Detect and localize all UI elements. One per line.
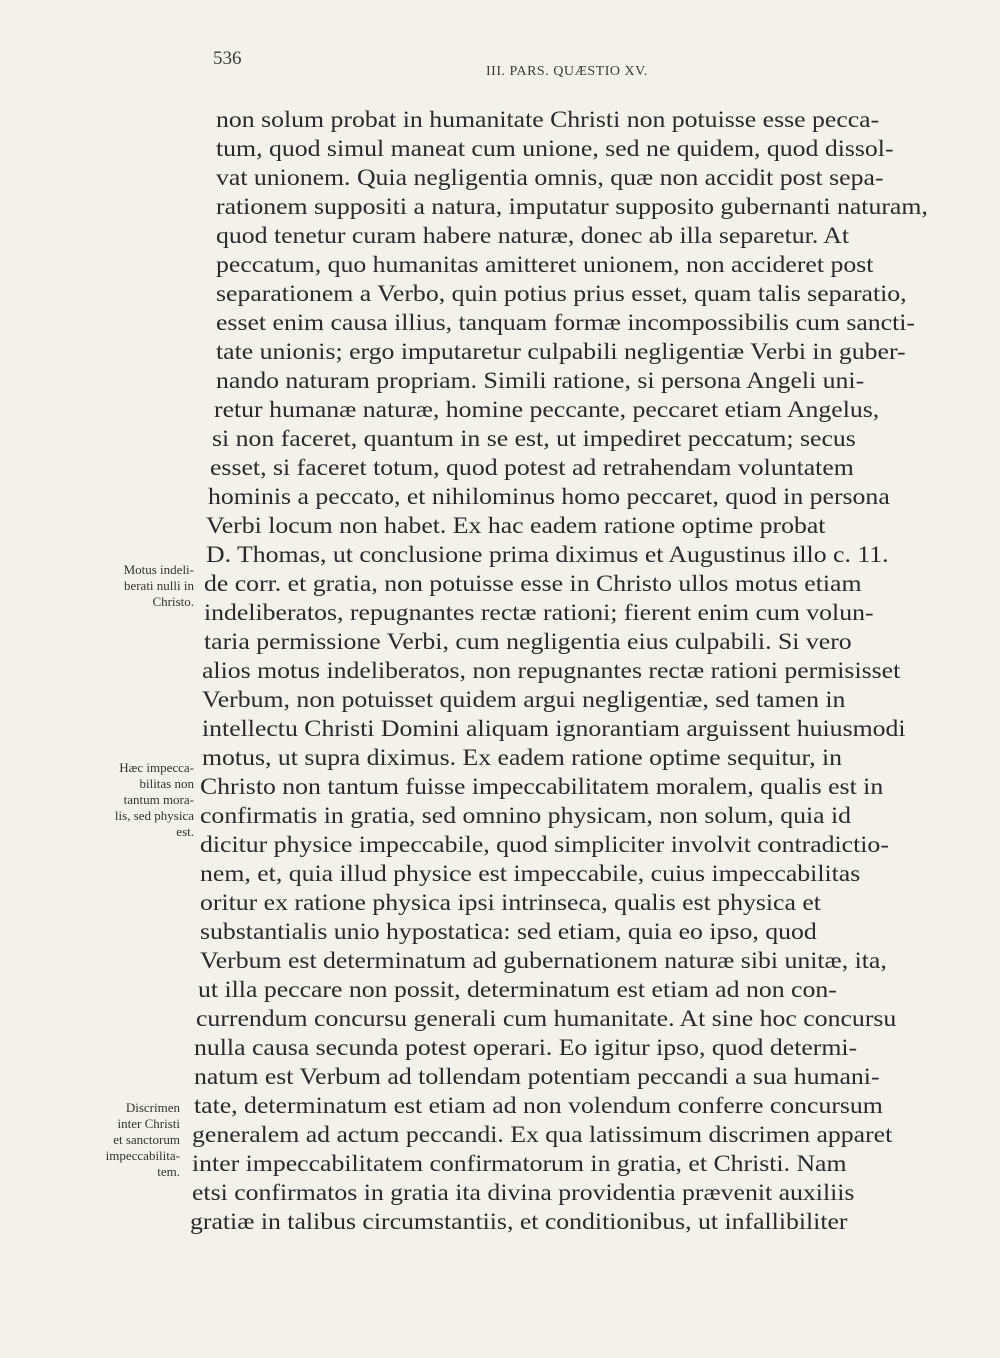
margin-note-line: Hæc impecca- xyxy=(119,760,194,775)
text-line: Verbi locum non habet. Ex hac eadem ratione optime probat xyxy=(206,513,826,538)
text-line: Christo non tantum fuisse impeccabilitatem moralem, qualis est in xyxy=(200,774,884,799)
text-line: rationem suppositi a natura, imputatur supposito gubernanti naturam, xyxy=(216,194,928,219)
text-line: Verbum est determinatum ad gubernationem naturæ sibi unitæ, ita, xyxy=(200,948,887,973)
text-line: nem, et, quia illud physice est impeccabile, cuius impeccabilitas xyxy=(200,861,861,886)
text-line: confirmatis in gratia, sed omnino physicam, non solum, quia id xyxy=(200,803,852,828)
text-line: generalem ad actum peccandi. Ex qua latissimum discrimen apparet xyxy=(192,1122,893,1147)
text-line: quod tenetur curam habere naturæ, donec ab illa separetur. At xyxy=(216,223,850,248)
text-line: inter impeccabilitatem confirmatorum in gratia, et Christi. Nam xyxy=(192,1151,847,1176)
text-line: tate, determinatum est etiam ad non volendum conferre concursum xyxy=(194,1093,883,1118)
text-line: si non faceret, quantum in se est, ut impediret peccatum; secus xyxy=(212,426,856,451)
margin-note-line: tem. xyxy=(157,1164,180,1179)
text-line: oritur ex ratione physica ipsi intrinseca, qualis est physica et xyxy=(200,890,821,915)
text-line: intellectu Christi Domini aliquam ignorantiam arguissent huiusmodi xyxy=(202,716,906,741)
margin-note xyxy=(74,1100,180,1180)
text-line: motus, ut supra diximus. Ex eadem ratione optime sequitur, in xyxy=(202,745,843,770)
margin-note-line: bilitas non xyxy=(139,776,194,791)
text-line: substantialis unio hypostatica: sed etiam, quia eo ipso, quod xyxy=(200,919,817,944)
text-line: dicitur physice impeccabile, quod simpliciter involvit contradictio- xyxy=(200,832,889,857)
margin-note-line: Motus indeli- xyxy=(123,562,194,577)
text-line: esset, si faceret totum, quod potest ad retrahendam voluntatem xyxy=(210,455,854,480)
text-line: separationem a Verbo, quin potius prius esset, quam talis separatio, xyxy=(216,281,907,306)
text-line: retur humanæ naturæ, homine peccante, peccaret etiam Angelus, xyxy=(214,397,880,422)
margin-note-line: et sanctorum xyxy=(113,1132,180,1147)
margin-note-line: Christo. xyxy=(152,594,194,609)
text-line: nando naturam propriam. Simili ratione, si persona Angeli uni- xyxy=(216,368,865,393)
text-line: ut illa peccare non possit, determinatum est etiam ad non con- xyxy=(198,977,837,1002)
text-line: currendum concursu generali cum humanitate. At sine hoc concursu xyxy=(196,1006,897,1031)
text-line: taria permissione Verbi, cum negligentia eius culpabili. Si vero xyxy=(204,629,852,654)
text-line: indeliberatos, repugnantes rectæ rationi; fierent enim cum volun- xyxy=(204,600,874,625)
page-number: 536 xyxy=(213,48,242,69)
margin-note-line: berati nulli in xyxy=(123,578,194,593)
margin-note-line: Discrimen xyxy=(125,1100,180,1115)
text-line: gratiæ in talibus circumstantiis, et conditionibus, ut infallibiliter xyxy=(190,1209,848,1234)
margin-note-line: inter Christi xyxy=(117,1116,180,1131)
margin-note xyxy=(88,562,194,610)
text-line: esset enim causa illius, tanquam formæ incompossibilis cum sancti- xyxy=(216,310,915,335)
text-line: peccatum, quo humanitas amitteret unionem, non accideret post xyxy=(216,252,874,277)
margin-note xyxy=(80,760,194,840)
margin-note-line: lis, sed physica xyxy=(114,808,194,823)
text-line: nulla causa secunda potest operari. Eo igitur ipso, quod determi- xyxy=(194,1035,858,1060)
text-line: etsi confirmatos in gratia ita divina providentia prævenit auxiliis xyxy=(192,1180,855,1205)
margin-note-line: impeccabilita- xyxy=(105,1148,180,1163)
margin-note-line: est. xyxy=(176,824,194,839)
text-line: tum, quod simul maneat cum unione, sed ne quidem, quod dissol- xyxy=(216,136,894,161)
text-line: hominis a peccato, et nihilominus homo peccaret, quod in persona xyxy=(208,484,890,509)
running-head: III. PARS. QUÆSTIO XV. xyxy=(486,64,648,79)
text-line: natum est Verbum ad tollendam potentiam peccandi a sua humani- xyxy=(194,1064,880,1089)
text-line: D. Thomas, ut conclusione prima diximus et Augustinus illo c. 11. xyxy=(206,542,889,567)
text-line: non solum probat in humanitate Christi non potuisse esse pecca- xyxy=(216,107,880,132)
text-line: de corr. et gratia, non potuisse esse in Christo ullos motus etiam xyxy=(204,571,862,596)
text-line: tate unionis; ergo imputaretur culpabili negligentiæ Verbi in guber- xyxy=(216,339,906,364)
text-line: Verbum, non potuisset quidem argui negligentiæ, sed tamen in xyxy=(202,687,846,712)
text-line: vat unionem. Quia negligentia omnis, quæ non accidit post sepa- xyxy=(216,165,884,190)
margin-note-line: tantum mora- xyxy=(123,792,194,807)
text-line: alios motus indeliberatos, non repugnantes rectæ rationi permisisset xyxy=(202,658,901,683)
